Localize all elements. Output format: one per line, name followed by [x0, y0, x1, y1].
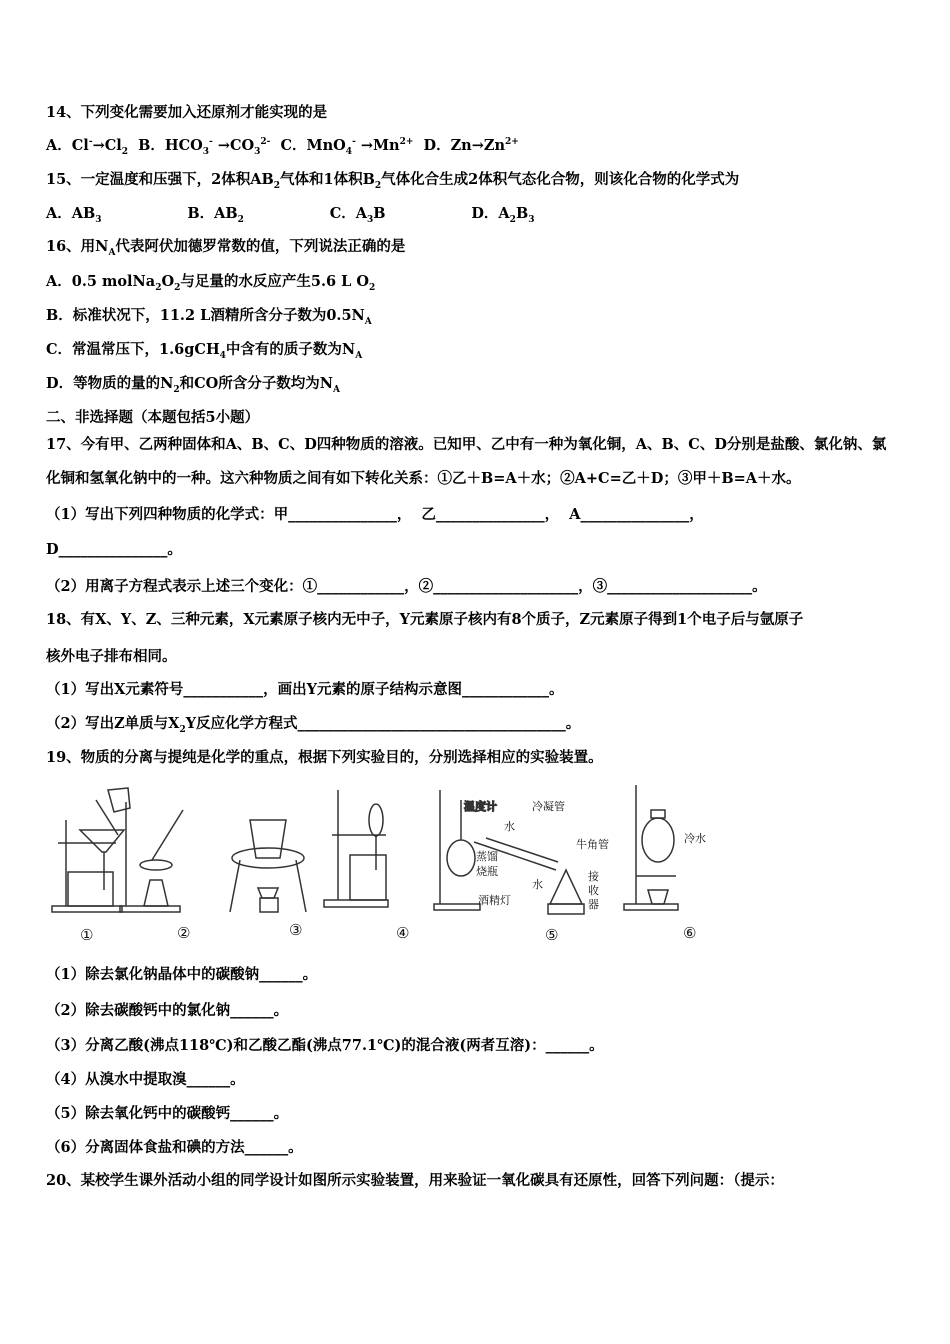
subscript-text: 2 [174, 282, 181, 293]
apparatus-filtration [52, 788, 130, 912]
text-run: O [161, 273, 175, 290]
label-receiver-1: 接 [588, 870, 599, 883]
q18-stem-1 [46, 610, 803, 630]
text-run: →CO [212, 137, 255, 154]
text-run: 15、一定温度和压强下，2体积AB [46, 171, 274, 188]
supscript-text: - [209, 137, 213, 148]
q15-stem [46, 170, 739, 190]
subscript-text: A [364, 316, 372, 327]
text-run: （2）用离子方程式表示上述三个变化：①____________，②____________________，③____________________。 [46, 578, 767, 595]
subscript-text: 3 [202, 146, 210, 157]
q18-stem-2 [46, 647, 177, 667]
q18-part-2 [46, 714, 580, 734]
subscript-text: 4 [345, 146, 353, 157]
q15-options [46, 204, 534, 224]
figure-label-1: ① [80, 926, 94, 944]
q17-stem-2 [46, 469, 800, 489]
subscript-text: 2 [173, 384, 180, 395]
q19-part-4 [46, 1070, 245, 1090]
subscript-text: 2 [121, 146, 129, 157]
label-lamp: 酒精灯 [478, 894, 511, 907]
label-water-in: 水 [532, 878, 543, 891]
apparatus-figure [46, 780, 746, 945]
text-run: C．MnO [270, 137, 346, 154]
figure-label-2: ② [177, 924, 191, 942]
apparatus-separatory-funnel [324, 790, 388, 907]
text-run: A．0.5 molNa [46, 273, 156, 290]
subscript-text: 2 [374, 180, 382, 191]
q19-stem [46, 748, 603, 768]
text-run: B [515, 205, 529, 222]
text-run: C．常温常压下，1.6gCH [46, 341, 220, 358]
q17-part-1 [46, 505, 704, 525]
subscript-text: 2 [369, 282, 376, 293]
text-run: D．等物质的量的N [46, 375, 174, 392]
text-run: （2）除去碳酸钙中的氯化钠______。 [46, 1002, 289, 1019]
q14-options [46, 136, 519, 156]
supscript-text: 2+ [505, 137, 519, 148]
text-run: B D．A [373, 205, 510, 222]
text-run: 和CO所含分子数均为N [179, 375, 334, 392]
figure-label-6: ⑥ [683, 924, 697, 942]
q16-option-b [46, 306, 372, 326]
text-run: 核外电子排布相同。 [46, 648, 177, 665]
text-run: →Cl [92, 137, 122, 154]
subscript-text: 3 [95, 214, 102, 225]
supscript-text: 2+ [399, 137, 414, 148]
subscript-text: 4 [219, 350, 226, 361]
figure-label-4: ④ [396, 924, 410, 942]
q19-part-6 [46, 1138, 303, 1158]
apparatus-crucible [230, 820, 306, 912]
label-flask-1: 蒸馏 [476, 850, 498, 863]
text-run: B．HCO [128, 137, 203, 154]
subscript-text: 3 [254, 146, 261, 157]
q20-stem [46, 1171, 784, 1191]
figure-label-5: ⑤ [545, 926, 559, 944]
q19-part-1 [46, 965, 317, 985]
subscript-text: 3 [528, 214, 535, 225]
label-flask-2: 烧瓶 [476, 865, 498, 878]
apparatus-sublimation [624, 785, 678, 910]
text-run: 二、非选择题（本题包括5小题） [46, 409, 260, 426]
subscript-text: A [108, 247, 116, 258]
text-run: →Mn [355, 137, 400, 154]
text-run: A．AB [46, 205, 96, 222]
label-receiver-2: 收 [588, 884, 599, 897]
text-run: 14、下列变化需要加入还原剂才能实现的是 [46, 104, 328, 121]
label-condenser: 冷凝管 [532, 800, 565, 813]
q16-option-d [46, 374, 340, 394]
q17-stem-1 [46, 435, 886, 455]
text-run: （1）写出下列四种物质的化学式：甲_______________， 乙_______________， A_______________， [46, 506, 704, 523]
label-cold-water: 冷水 [684, 832, 706, 845]
text-run: （6）分离固体食盐和碘的方法______。 [46, 1139, 303, 1156]
text-run: 气体化合生成2体积气态化合物，则该化合物的化学式为 [381, 171, 740, 188]
q19-part-2 [46, 1001, 288, 1021]
subscript-text: 2 [155, 282, 162, 293]
q16-option-a [46, 272, 375, 292]
q14-stem [46, 103, 327, 123]
label-adapter: 牛角管 [576, 838, 609, 851]
q17-part-2 [46, 577, 767, 597]
text-run: 气体和1体积B [280, 171, 375, 188]
section-2-heading [46, 408, 259, 428]
figure-label-3: ③ [289, 921, 303, 939]
q19-part-3 [46, 1036, 604, 1056]
text-run: （1）除去氯化钠晶体中的碳酸钠______。 [46, 966, 318, 983]
subscript-text: 2 [237, 214, 244, 225]
text-run: 20、某校学生课外活动小组的同学设计如图所示实验装置，用来验证一氧化碳具有还原性，回答下列问题：（提示： [46, 1172, 784, 1189]
supscript-text: - [352, 137, 356, 148]
q18-part-1 [46, 680, 563, 700]
supscript-text: 2- [260, 137, 271, 148]
q19-part-5 [46, 1104, 288, 1124]
text-run: 17、今有甲、乙两种固体和A、B、C、D四种物质的溶液。已知甲、乙中有一种为氧化铜，A、B、C、D分别是盐酸、氯化钠、氯 [46, 436, 887, 453]
label-water-out: 水 [504, 820, 515, 833]
text-run: D．Zn→Zn [413, 137, 505, 154]
text-run: Y反应化学方程式_____________________________________。 [185, 715, 581, 732]
subscript-text: A [355, 350, 363, 361]
subscript-text: A [333, 384, 341, 395]
subscript-text: 3 [367, 214, 374, 225]
svg-text:温度计: 温度计 [464, 800, 497, 813]
text-run: 18、有X、Y、Z、三种元素，X元素原子核内无中子，Y元素原子核内有8个质子，Z元素原子得到1个电子后与氩原子 [46, 611, 804, 628]
text-run: （1）写出X元素符号___________，画出Y元素的原子结构示意图____________。 [46, 681, 564, 698]
text-run: B．AB [101, 205, 238, 222]
text-run: 代表阿伏加德罗常数的值，下列说法正确的是 [115, 238, 406, 255]
text-run: 19、物质的分离与提纯是化学的重点，根据下列实验目的，分别选择相应的实验装置。 [46, 749, 603, 766]
text-run: 16、用N [46, 238, 109, 255]
text-run: （3）分离乙酸(沸点118℃)和乙酸乙酯(沸点77.1℃)的混合液(两者互溶)：______。 [46, 1037, 604, 1054]
supscript-text: - [88, 137, 93, 148]
text-run: B．标准状况下，11.2 L酒精所含分子数为0.5N [46, 307, 365, 324]
text-run: C．A [243, 205, 367, 222]
subscript-text: 2 [273, 180, 281, 191]
label-receiver-3: 器 [588, 898, 599, 911]
q17-part-1-cont [46, 540, 182, 560]
q16-stem [46, 237, 405, 257]
text-run: （4）从溴水中提取溴______。 [46, 1071, 245, 1088]
text-run: 化铜和氢氧化钠中的一种。这六种物质之间有如下转化关系：①乙＋B=A＋水；②A+C=乙＋D；③甲＋B=A＋水。 [46, 470, 801, 487]
text-run: 与足量的水反应产生5.6 L O [180, 273, 370, 290]
subscript-text: 2 [179, 724, 186, 735]
text-run: 中含有的质子数为N [225, 341, 356, 358]
text-run: A．Cl [46, 137, 89, 154]
subscript-text: 2 [509, 214, 516, 225]
apparatus-evaporation [120, 802, 183, 912]
text-run: （2）写出Z单质与X [46, 715, 180, 732]
text-run: D_______________。 [46, 541, 182, 558]
text-run: （5）除去氧化钙中的碳酸钙______。 [46, 1105, 289, 1122]
q16-option-c [46, 340, 362, 360]
